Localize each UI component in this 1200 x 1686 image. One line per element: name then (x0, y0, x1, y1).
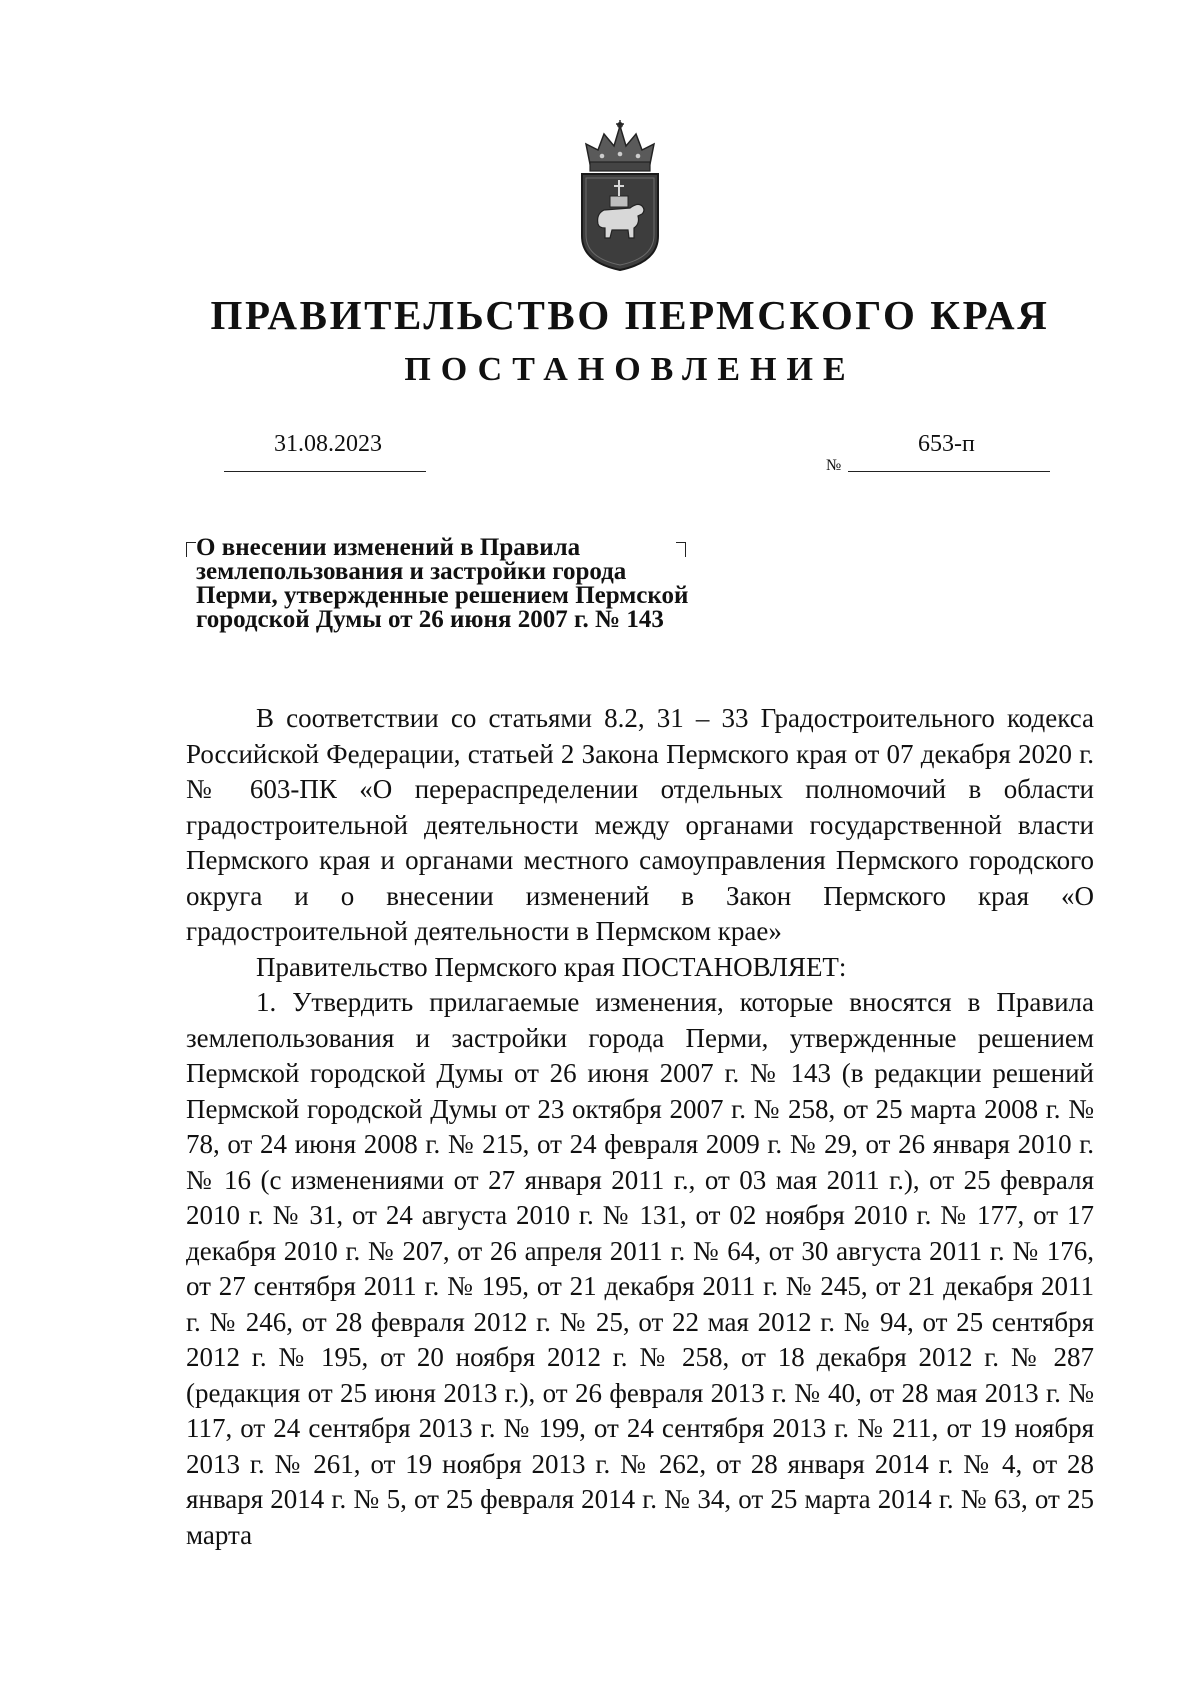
organization-title: ПРАВИТЕЛЬСТВО ПЕРМСКОГО КРАЯ (210, 292, 1050, 338)
document-number: 653-п (918, 431, 975, 457)
subject-line: городской Думы от 26 июня 2007 г. № 143 (196, 606, 664, 633)
document-subject (196, 536, 796, 632)
subject-bracket-left (186, 542, 196, 557)
crown-icon (586, 120, 654, 171)
preamble-paragraph: В соответствии со статьями 8.2, 31 – 33 Градостроительного кодекса Российской Федерации, статьей 2 Закона Пермского края от 07 декабря 2020 г. № 603-ПК «О перераспределении отдельных полномочий в области градостроительной деятельности между органами государственной власти Пермского края и органами местного самоуправления Пермского городского округа и о внесении изменений в Закон Пермского края «О градостроительной деятельности в Пермском крае» (186, 703, 1094, 946)
resolves-paragraph: Правительство Пермского края ПОСТАНОВЛЯЕТ: (256, 951, 847, 982)
item-1-paragraph: 1. Утвердить прилагаемые изменения, которые вносятся в Правила землепользования и застройки города Перми, утвержденные решением Пермской городской Думы от 26 июня 2007 г. № 143 (в редакции решений Пермской городской Думы от 23 октября 2007 г. № 258, от 25 марта 2008 г. № 78, от 24 июня 2008 г. № 215, от 24 февраля 2009 г. № 29, от 26 января 2010 г. № 16 (с изменениями от 27 января 2011 г., от 03 мая 2011 г.), от 25 февраля 2010 г. № 31, от 24 августа 2010 г. № 131, от 02 ноября 2010 г. № 177, от 17 декабря 2010 г. № 207, от 26 апреля 2011 г. № 64, от 30 августа 2011 г. № 176, от 27 сентября 2011 г. № 195, от 21 декабря 2011 г. № 245, от 21 декабря 2011 г. № 246, от 28 февраля 2012 г. № 25, от 22 мая 2012 г. № 94, от 25 сентября 2012 г. № 195, от 20 ноября 2012 г. № 258, от 18 декабря 2012 г. № 287 (редакция от 25 июня 2013 г.), от 26 февраля 2013 г. № 40, от 28 мая 2013 г. № 117, от 24 сентября 2013 г. № 199, от 24 сентября 2013 г. № 211, от 19 ноября 2013 г. № 261, от 19 ноября 2013 г. № 262, от 28 января 2014 г. № 4, от 28 января 2014 г. № 5, от 25 февраля 2014 г. № 34, от 25 марта 2014 г. № 63, от 25 марта (186, 987, 1094, 1550)
document-date: 31.08.2023 (274, 431, 382, 457)
subject-line: Перми, утвержденные решением Пермской (196, 582, 689, 609)
number-underline (848, 471, 1050, 472)
date-underline (224, 471, 426, 472)
number-label: № (826, 457, 842, 474)
coat-of-arms-emblem (572, 120, 668, 272)
subject-line: землепользования и застройки города (196, 558, 627, 585)
subject-line: О внесении изменений в Правила (196, 534, 581, 561)
document-type-heading: ПОСТАНОВЛЕНИЕ (404, 351, 856, 388)
document-body (186, 701, 1094, 1553)
